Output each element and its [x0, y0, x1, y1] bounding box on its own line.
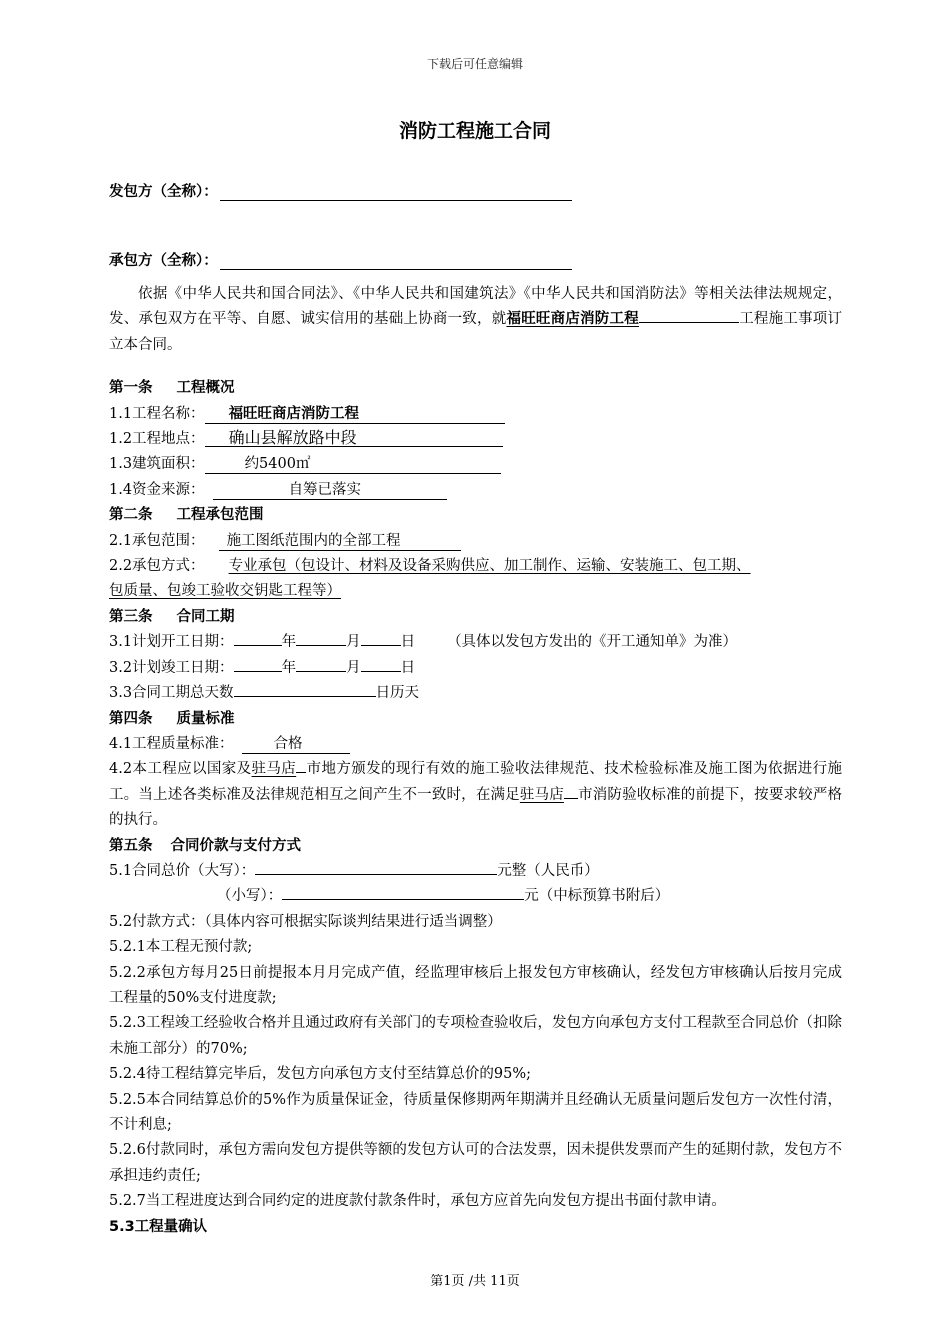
- clause-5-2-1: 5.2.1本工程无预付款;: [109, 939, 253, 956]
- clause-5-2-4: 5.2.4待工程结算完毕后，发包方向承包方支付至结算总价的95%;: [109, 1066, 532, 1083]
- fund-source-line: [109, 478, 842, 503]
- intro-text-end: 工程施工事项订立本合同。: [109, 311, 843, 353]
- price-upper-unit: 元整（人民币）: [497, 862, 599, 879]
- planned-start-label: 3.1计划开工日期：: [109, 634, 234, 651]
- project-name-label: 1.1工程名称：: [109, 405, 205, 422]
- contract-scope-value: 施工图纸范围内的全部工程: [226, 532, 401, 549]
- building-area-label: 1.3建筑面积：: [109, 456, 205, 473]
- city-name-1: 驻马店: [251, 761, 297, 778]
- page-header: 下载后可任意编辑: [426, 57, 523, 71]
- document-title: 消防工程施工合同: [398, 120, 551, 142]
- page-footer: 第1页 /共 11页: [430, 1274, 520, 1289]
- planned-start-line: 3.1计划开工日期： 年 月 日 （具体以发包方发出的《开工通知单》为准）: [109, 634, 738, 651]
- contract-scope-label: 2.1承包范围：: [109, 532, 205, 549]
- intro-text: 依据《中华人民共和国合同法》、《中华人民共和国建筑法》《中华人民共和国消防法》等相关法律法规规定，发、承包双方在平等、自愿、诚实信用的基础上协商一致，就: [109, 286, 842, 328]
- planned-start-note: （具体以发包方发出的《开工通知单》为准）: [447, 634, 738, 651]
- article-4-heading: 第四条 质量标准: [109, 710, 235, 727]
- party-a-label: 发包方（全称）：: [109, 184, 218, 200]
- article-5-heading: 第五条 合同价款与支付方式: [109, 837, 301, 854]
- end-year-blank[interactable]: [234, 671, 282, 672]
- clause-5-2-3: 5.2.3工程竣工经验收合格并且通过政府有关部门的专项检查验收后，发包方向承包方支付工程款至合同总价（扣除未施工部分）的70%;: [109, 1015, 842, 1057]
- quality-standard-field: [242, 736, 350, 754]
- total-days-label: 3.3合同工期总天数: [109, 685, 234, 702]
- price-upper-label: 5.1合同总价（大写）：: [109, 862, 256, 879]
- clause-5-2-7: 5.2.7当工程进度达到合同约定的进度款付款条件时，承包方应首先向发包方提出书面付款申请。: [109, 1193, 726, 1210]
- intro-project-name: 福旺旺商店消防工程: [506, 311, 639, 328]
- end-day-blank[interactable]: [361, 671, 401, 672]
- intro-paragraph: [109, 282, 842, 358]
- party-b-label: 承包方（全称）：: [109, 253, 218, 269]
- project-name-value: 福旺旺商店消防工程: [228, 405, 360, 422]
- quality-standard-value: 合格: [273, 735, 303, 752]
- quality-standard-label: 4.1工程质量标准：: [109, 735, 234, 752]
- start-day-blank[interactable]: [361, 645, 401, 646]
- total-days-unit: 日历天: [375, 685, 420, 702]
- contract-mode-value-1: 专业承包（包设计、材料及设备采购供应、加工制作、运输、安装施工、包工期、: [228, 558, 751, 575]
- price-upper-blank[interactable]: [255, 874, 497, 875]
- building-area-value: 约5400㎡: [244, 456, 311, 473]
- party-b-line: [109, 249, 572, 270]
- article-1-heading: 第一条 工程概况: [109, 380, 235, 397]
- end-month-blank[interactable]: [296, 671, 346, 672]
- quality-basis-paragraph: 4.2本工程应以国家及驻马店 市地方颁发的现行有效的施工验收法律规范、技术检验标准及施工图为依据进行施工。当上述各类标准及法律规范相互之间产生不一致时，在满足驻马店 市消防验收标准的前提下，按要求较严格的执行。: [109, 761, 843, 829]
- project-site-line: [109, 427, 842, 452]
- price-lower-blank[interactable]: [282, 899, 524, 900]
- article-2-heading: 第二条 工程承包范围: [109, 507, 264, 524]
- building-area-line: [109, 452, 842, 477]
- planned-end-line: 3.2计划竣工日期： 年 月 日: [109, 659, 416, 676]
- project-site-value: 确山县解放路中段: [228, 428, 357, 448]
- city-name-2: 驻马店: [519, 786, 564, 803]
- contract-mode-label: 2.2承包方式：: [109, 558, 205, 575]
- section-5-3-heading: 5.3工程量确认: [109, 1218, 208, 1235]
- price-lower-unit: 元（中标预算书附后）: [524, 888, 670, 905]
- price-upper-line: [109, 859, 842, 884]
- project-name-field: [205, 406, 505, 424]
- party-a-blank[interactable]: [220, 186, 572, 201]
- price-lower-label: （小写）：: [217, 888, 283, 905]
- project-site-label: 1.2工程地点：: [109, 431, 205, 448]
- party-a-line: [109, 180, 572, 201]
- payment-mode-line: 5.2付款方式：（具体内容可根据实际谈判结果进行适当调整）: [109, 913, 502, 930]
- contract-mode-line: [109, 554, 842, 579]
- clause-5-2-6: 5.2.6付款同时，承包方需向发包方提供等额的发包方认可的合法发票，因未提供发票而产生的延期付款，发包方不承担违约责任;: [109, 1142, 842, 1184]
- fund-source-field: [213, 482, 447, 500]
- building-area-field: [205, 456, 501, 474]
- intro-project-blank: [639, 322, 739, 323]
- quality-standard-line: [109, 732, 842, 757]
- total-days-blank[interactable]: [234, 696, 376, 697]
- contract-body: [109, 282, 842, 1240]
- contract-mode-value-2: 包质量、包竣工验收交钥匙工程等）: [109, 583, 341, 600]
- start-month-blank[interactable]: [296, 645, 346, 646]
- fund-source-value: 自筹已落实: [288, 481, 362, 498]
- clause-5-2-5: 5.2.5本合同结算总价的5%作为质量保证金，待质量保修期两年期满并且经确认无质量问题后发包方一次性付清，不计利息;: [109, 1091, 842, 1133]
- party-b-blank[interactable]: [220, 255, 572, 270]
- project-site-field: [205, 429, 503, 447]
- contract-scope-line: [109, 529, 842, 554]
- planned-end-label: 3.2计划竣工日期：: [109, 659, 234, 676]
- fund-source-label: 1.4资金来源：: [109, 481, 205, 498]
- contract-scope-field: [219, 533, 461, 551]
- price-lower-line: [109, 884, 842, 909]
- contract-mode-line-2: [109, 579, 842, 604]
- clause-5-2-2: 5.2.2承包方每月25日前提报本月月完成产值，经监理审核后上报发包方审核确认，经发包方审核确认后按月完成工程量的50%支付进度款;: [109, 964, 842, 1006]
- article-3-heading: 第三条 合同工期: [109, 608, 235, 625]
- project-name-line: [109, 402, 842, 427]
- total-days-line: [109, 681, 842, 706]
- start-year-blank[interactable]: [234, 645, 282, 646]
